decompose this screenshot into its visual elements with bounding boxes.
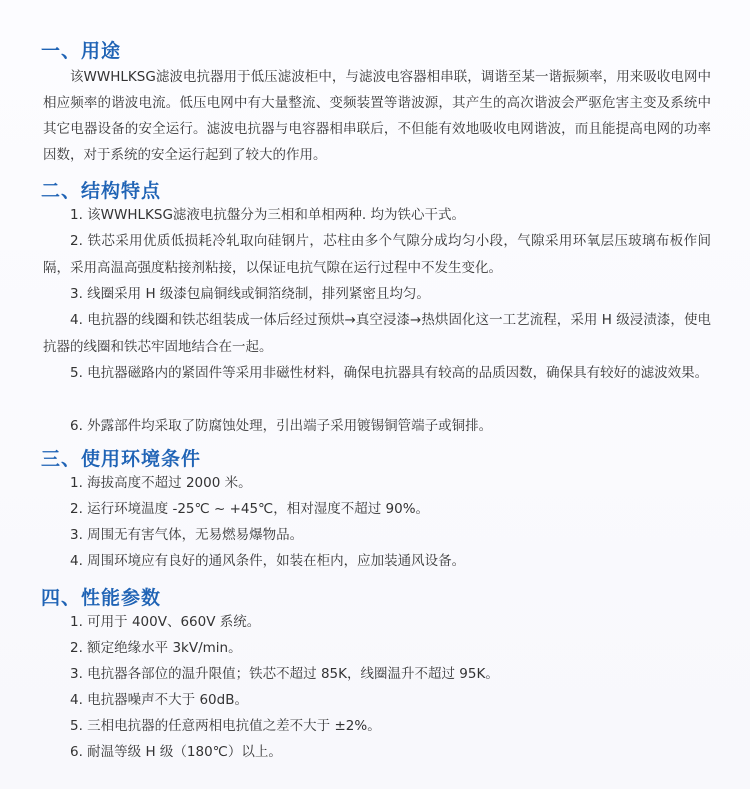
performance-item-4: 4. 电抗器噪声不大于 60dB。: [70, 692, 248, 708]
performance-item-2: 2. 额定绝缘水平 3kV/min。: [70, 640, 242, 656]
structure-item-6: 6. 外露部件均采取了防腐蚀处理，引出端子采用镀锡铜管端子或铜排。: [70, 418, 493, 434]
performance-item-3: 3. 电抗器各部位的温升限值；铁芯不超过 85K，线圈温升不超过 95K。: [70, 666, 499, 682]
performance-item-6: 6. 耐温等级 H 级（180℃）以上。: [70, 744, 282, 760]
structure-item-5: 5. 电抗器磁路内的紧固件等采用非磁性材料，确保电抗器具有较高的品质因数，确保具有较好的滤波效果。: [70, 365, 709, 381]
structure-item-3: 3. 线圈采用 H 级漆包扁铜线或铜箔绕制，排列紧密且均匀。: [70, 286, 430, 302]
section-title-usage: 一、用途: [41, 40, 122, 62]
structure-item-1: 1. 该WWHLKSG滤液电抗盤分为三相和单相两种. 均为铁心干式。: [70, 207, 466, 223]
section-title-environment: 三、使用环境条件: [41, 448, 202, 470]
performance-item-5: 5. 三相电抗器的任意两相电抗值之差不大于 ±2%。: [70, 718, 381, 734]
environment-item-1: 1. 海拔高度不超过 2000 米。: [70, 475, 252, 491]
environment-item-3: 3. 周围无有害气体，无易燃易爆物品。: [70, 527, 304, 543]
section-title-performance: 四、性能参数: [41, 587, 162, 609]
structure-item-2: 2. 铁芯采用优质低损耗冷轧取向硅钢片，芯柱由多个气隙分成均匀小段，气隙采用环氧层压玻璃布板作间隔，采用高温高强度粘接剂粘接，以保证电抗气隙在运行过程中不发生变化。: [43, 233, 711, 276]
structure-item-4: 4. 电抗器的线圈和铁芯组装成一体后经过预烘→真空浸漆→热烘固化这一工艺流程，采用 H 级浸渍漆，使电抗器的线圈和铁芯牢固地结合在一起。: [43, 312, 711, 355]
usage-paragraph-text: 该WWHLKSG滤波电抗器用于低压滤波柜中，与滤波电容器相串联，调谐至某一谐振频率，用来吸收电网中相应频率的谐波电流。低压电网中有大量整流、变频装置等谐波源，其产生的高次谐波会严驱危害主变及系统中其它电器设备的安全运行。滤波电抗器与电容器相串联后，不但能有效地吸收电网谐波，而且能提高电网的功率因数，对于系统的安全运行起到了较大的作用。: [43, 69, 711, 163]
usage-paragraph: [43, 64, 711, 168]
section-title-structure: 二、结构特点: [41, 180, 162, 202]
performance-item-1: 1. 可用于 400V、660V 系统。: [70, 614, 261, 630]
environment-item-2: 2. 运行环境温度 -25℃ ~ +45℃，相对湿度不超过 90%。: [70, 501, 430, 517]
environment-item-4: 4. 周围环境应有良好的通风条件，如装在柜内，应加装通风设备。: [70, 553, 466, 569]
